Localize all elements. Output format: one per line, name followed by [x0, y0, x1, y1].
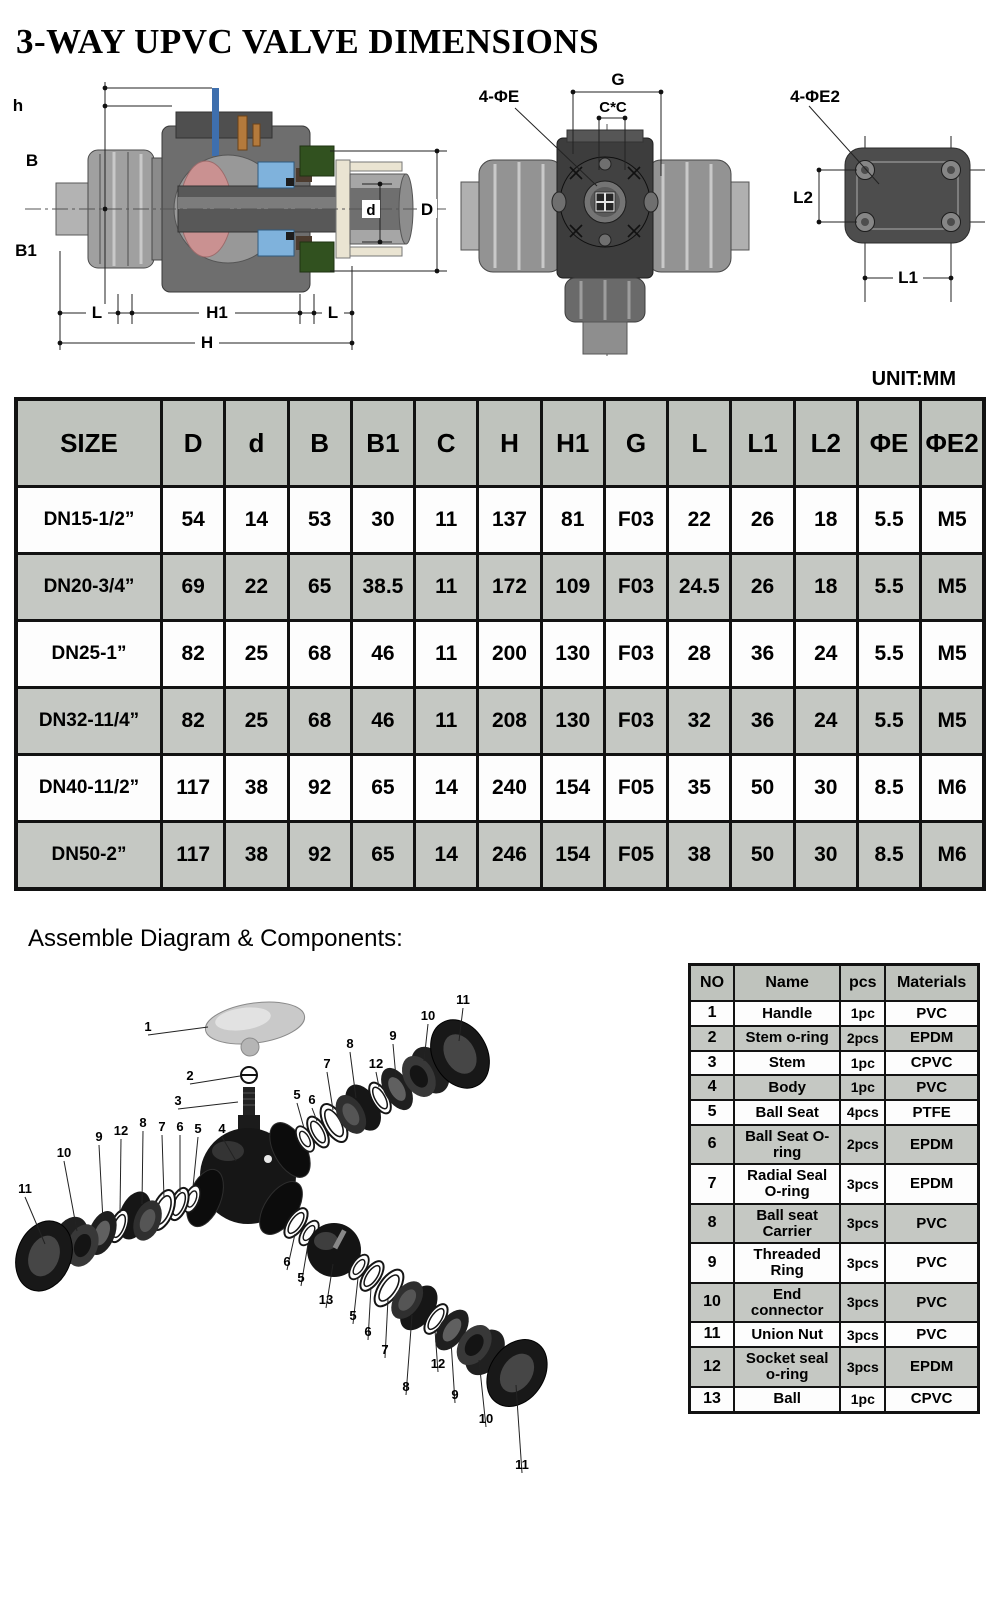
table-cell: 1pc: [840, 1075, 885, 1100]
table-cell: DN20-3/4”: [16, 554, 162, 621]
table-cell: 1: [690, 1001, 735, 1026]
callout-number: 8: [139, 1115, 147, 1130]
callout-number: 7: [323, 1056, 331, 1071]
table-cell: 46: [351, 621, 414, 688]
table-header-cell: Materials: [885, 965, 978, 1002]
table-cell: 53: [288, 487, 351, 554]
table-cell: 130: [541, 621, 604, 688]
callout-number: 6: [283, 1254, 291, 1269]
table-cell: 11: [415, 688, 478, 755]
callout-number: 6: [176, 1119, 184, 1134]
table-cell: 28: [668, 621, 731, 688]
table-cell: 137: [478, 487, 541, 554]
table-cell: Body: [734, 1075, 840, 1100]
table-header-cell: C: [415, 399, 478, 487]
callout-leader-line: [178, 1102, 238, 1109]
table-cell: PVC: [885, 1075, 978, 1100]
cutaway-side-view-drawing: [0, 66, 455, 364]
callout-number: 12: [113, 1123, 129, 1138]
table-cell: F03: [604, 554, 667, 621]
callout-number: 4: [218, 1121, 226, 1136]
table-cell: 14: [225, 487, 288, 554]
table-cell: PVC: [885, 1322, 978, 1347]
table-header-cell: ΦE2: [921, 399, 984, 487]
callout-number: 3: [174, 1093, 182, 1108]
table-header-cell: L1: [731, 399, 794, 487]
table-cell: 24: [794, 688, 857, 755]
table-cell: EPDM: [885, 1347, 978, 1387]
callout-number: 11: [18, 1181, 32, 1196]
table-row: [690, 1243, 979, 1283]
table-cell: 30: [794, 755, 857, 822]
table-cell: DN25-1”: [16, 621, 162, 688]
table-row: [690, 1125, 979, 1165]
table-cell: Handle: [734, 1001, 840, 1026]
table-cell: Radial Seal O-ring: [734, 1164, 840, 1204]
table-header-cell: G: [604, 399, 667, 487]
table-cell: Ball Seat: [734, 1100, 840, 1125]
table-row: [690, 1026, 979, 1051]
table-header-cell: pcs: [840, 965, 885, 1002]
table-row: [16, 755, 984, 822]
table-cell: 154: [541, 755, 604, 822]
table-cell: EPDM: [885, 1164, 978, 1204]
table-row: [690, 1001, 979, 1026]
assembly-section: [0, 961, 1000, 1511]
front-view-drawing: [455, 66, 757, 364]
mounting-pad-drawing: [757, 66, 999, 324]
table-header-cell: Name: [734, 965, 840, 1002]
table-header-cell: SIZE: [16, 399, 162, 487]
table-cell: 26: [731, 554, 794, 621]
dimension-table-header: [16, 399, 984, 487]
callout-number: 5: [349, 1308, 357, 1323]
table-header-cell: NO: [690, 965, 735, 1002]
callout-number: 9: [95, 1129, 103, 1144]
table-cell: PVC: [885, 1204, 978, 1244]
table-cell: DN50-2”: [16, 822, 162, 890]
table-row: [16, 621, 984, 688]
dim-label-h: h: [12, 96, 24, 115]
table-cell: 3pcs: [840, 1322, 885, 1347]
table-cell: CPVC: [885, 1387, 978, 1412]
table-cell: 65: [351, 822, 414, 890]
callout-leader-line: [120, 1139, 121, 1213]
table-header-cell: B: [288, 399, 351, 487]
table-cell: 2: [690, 1026, 735, 1051]
table-cell: 18: [794, 487, 857, 554]
table-cell: 12: [690, 1347, 735, 1387]
table-cell: 8: [690, 1204, 735, 1244]
table-row: [16, 399, 984, 487]
table-cell: 65: [288, 554, 351, 621]
table-cell: EPDM: [885, 1026, 978, 1051]
table-cell: 25: [225, 688, 288, 755]
callout-number: 7: [381, 1342, 389, 1357]
table-row: [16, 822, 984, 890]
table-cell: 3pcs: [840, 1243, 885, 1283]
table-cell: DN40-11/2”: [16, 755, 162, 822]
table-cell: 30: [351, 487, 414, 554]
table-cell: Union Nut: [734, 1322, 840, 1347]
table-cell: 1pc: [840, 1001, 885, 1026]
table-row: [690, 1322, 979, 1347]
table-cell: 200: [478, 621, 541, 688]
dim-label-B: B: [25, 151, 39, 170]
dim-label-L2: L2: [793, 188, 813, 207]
table-cell: Socket seal o-ring: [734, 1347, 840, 1387]
table-cell: M5: [921, 554, 984, 621]
table-cell: 92: [288, 822, 351, 890]
table-cell: Ball seat Carrier: [734, 1204, 840, 1244]
callout-number: 10: [478, 1411, 494, 1426]
callout-number: 9: [389, 1028, 397, 1043]
unit-note: UNIT:MM: [871, 368, 956, 390]
table-cell: 81: [541, 487, 604, 554]
handle-part: [203, 996, 308, 1056]
table-cell: F05: [604, 755, 667, 822]
dim-label-4-phiE: 4-ΦE: [478, 87, 520, 106]
callout-number: 10: [420, 1008, 436, 1023]
table-cell: 11: [415, 554, 478, 621]
table-header-cell: L: [668, 399, 731, 487]
table-cell: F03: [604, 688, 667, 755]
table-cell: 11: [690, 1322, 735, 1347]
table-cell: 26: [731, 487, 794, 554]
table-cell: 22: [668, 487, 731, 554]
technical-drawings: [0, 66, 1000, 364]
table-cell: 92: [288, 755, 351, 822]
table-cell: 4: [690, 1075, 735, 1100]
table-cell: CPVC: [885, 1051, 978, 1076]
table-cell: 68: [288, 621, 351, 688]
table-cell: PVC: [885, 1001, 978, 1026]
table-cell: 10: [690, 1283, 735, 1323]
table-cell: 14: [415, 755, 478, 822]
callout-number: 7: [158, 1119, 166, 1134]
table-cell: 3pcs: [840, 1347, 885, 1387]
table-row: [690, 1204, 979, 1244]
table-cell: 154: [541, 822, 604, 890]
dim-label-H: H: [200, 333, 214, 352]
dim-label-d: d: [366, 202, 376, 219]
table-cell: 65: [351, 755, 414, 822]
dim-label-H1: H1: [206, 303, 228, 322]
table-header-cell: d: [225, 399, 288, 487]
table-cell: 246: [478, 822, 541, 890]
table-cell: 18: [794, 554, 857, 621]
stem-part: [243, 1087, 255, 1117]
table-cell: 7: [690, 1164, 735, 1204]
table-cell: 38.5: [351, 554, 414, 621]
table-cell: 11: [415, 487, 478, 554]
table-cell: 11: [415, 621, 478, 688]
callout-number: 11: [456, 992, 470, 1007]
dim-label-CC: C*C: [599, 99, 627, 116]
dimension-table-body: [16, 487, 984, 890]
table-cell: 24.5: [668, 554, 731, 621]
callout-number: 13: [318, 1292, 334, 1307]
table-header-cell: H: [478, 399, 541, 487]
table-cell: 50: [731, 822, 794, 890]
table-cell: 22: [225, 554, 288, 621]
table-row: [690, 1164, 979, 1204]
components-table-header: [690, 965, 979, 1002]
callout-number: 6: [364, 1324, 372, 1339]
callout-number: 6: [308, 1092, 316, 1107]
callout-number: 5: [297, 1270, 305, 1285]
table-cell: 1pc: [840, 1387, 885, 1412]
table-row: [690, 1075, 979, 1100]
table-cell: 36: [731, 621, 794, 688]
table-row: [690, 1051, 979, 1076]
callout-number: 12: [430, 1356, 446, 1371]
dim-label-D: D: [420, 200, 434, 219]
table-cell: 35: [668, 755, 731, 822]
table-cell: M6: [921, 755, 984, 822]
table-cell: 2pcs: [840, 1125, 885, 1165]
table-cell: 9: [690, 1243, 735, 1283]
table-cell: 5.5: [857, 621, 920, 688]
dim-label-B1: B1: [15, 241, 37, 260]
table-header-cell: L2: [794, 399, 857, 487]
stem-oring-part: [241, 1067, 257, 1083]
table-cell: 1pc: [840, 1051, 885, 1076]
table-cell: 6: [690, 1125, 735, 1165]
table-cell: 117: [162, 755, 225, 822]
table-cell: 38: [225, 755, 288, 822]
table-row: [690, 1387, 979, 1412]
table-header-cell: B1: [351, 399, 414, 487]
dim-label-L-left: L: [91, 303, 103, 322]
table-cell: 5: [690, 1100, 735, 1125]
table-cell: Stem: [734, 1051, 840, 1076]
components-table: [688, 963, 980, 1414]
table-cell: PTFE: [885, 1100, 978, 1125]
callout-number: 8: [346, 1036, 354, 1051]
table-row: [690, 1283, 979, 1323]
table-cell: 3pcs: [840, 1204, 885, 1244]
table-cell: 68: [288, 688, 351, 755]
union-nut-section: [300, 146, 334, 176]
dim-label-L1: L1: [898, 268, 918, 287]
table-row: [690, 965, 979, 1002]
table-cell: M5: [921, 487, 984, 554]
table-cell: 36: [731, 688, 794, 755]
table-row: [690, 1347, 979, 1387]
table-row: [16, 554, 984, 621]
callout-number: 9: [451, 1387, 459, 1402]
table-cell: 3pcs: [840, 1164, 885, 1204]
table-cell: DN32-11/4”: [16, 688, 162, 755]
table-cell: 117: [162, 822, 225, 890]
dim-label-G: G: [611, 70, 625, 89]
table-cell: 5.5: [857, 554, 920, 621]
table-cell: End connector: [734, 1283, 840, 1323]
table-cell: 13: [690, 1387, 735, 1412]
callout-number: 10: [56, 1145, 72, 1160]
table-cell: 82: [162, 688, 225, 755]
components-table-body: [690, 1001, 979, 1412]
table-cell: F03: [604, 621, 667, 688]
table-row: [16, 688, 984, 755]
table-header-cell: D: [162, 399, 225, 487]
table-cell: 30: [794, 822, 857, 890]
table-cell: 109: [541, 554, 604, 621]
callout-leader-line: [297, 1103, 304, 1128]
table-cell: Ball Seat O-ring: [734, 1125, 840, 1165]
dim-label-4-phiE2: 4-ΦE2: [790, 87, 840, 106]
callout-leader-line: [148, 1027, 208, 1035]
table-cell: 5.5: [857, 688, 920, 755]
table-cell: F03: [604, 487, 667, 554]
table-cell: 14: [415, 822, 478, 890]
table-row: [690, 1100, 979, 1125]
page-title: 3-WAY UPVC VALVE DIMENSIONS: [16, 22, 600, 61]
table-cell: Ball: [734, 1387, 840, 1412]
table-cell: M5: [921, 688, 984, 755]
table-header-cell: ΦE: [857, 399, 920, 487]
table-cell: M5: [921, 621, 984, 688]
table-cell: Stem o-ring: [734, 1026, 840, 1051]
table-cell: 8.5: [857, 822, 920, 890]
callout-number: 5: [293, 1087, 301, 1102]
table-cell: 50: [731, 755, 794, 822]
table-cell: DN15-1/2”: [16, 487, 162, 554]
table-cell: 38: [668, 822, 731, 890]
table-cell: 4pcs: [840, 1100, 885, 1125]
callout-number: 11: [515, 1457, 529, 1472]
table-cell: PVC: [885, 1283, 978, 1323]
table-cell: 3: [690, 1051, 735, 1076]
callout-leader-line: [162, 1135, 164, 1198]
table-cell: 208: [478, 688, 541, 755]
table-cell: 32: [668, 688, 731, 755]
table-cell: PVC: [885, 1243, 978, 1283]
table-cell: EPDM: [885, 1125, 978, 1165]
table-cell: 69: [162, 554, 225, 621]
table-header-cell: H1: [541, 399, 604, 487]
callout-leader-line: [190, 1076, 240, 1084]
callout-number: 1: [144, 1019, 152, 1034]
callout-leader-line: [99, 1145, 103, 1221]
callout-number: 12: [368, 1056, 384, 1071]
table-cell: 38: [225, 822, 288, 890]
callout-number: 2: [186, 1068, 194, 1083]
table-cell: 2pcs: [840, 1026, 885, 1051]
exploded-assembly-diagram: [0, 961, 680, 1506]
table-cell: M6: [921, 822, 984, 890]
callout-number: 5: [194, 1121, 202, 1136]
table-cell: 8.5: [857, 755, 920, 822]
dimension-table: [14, 397, 986, 891]
table-cell: F05: [604, 822, 667, 890]
table-cell: 46: [351, 688, 414, 755]
callout-number: 8: [402, 1379, 410, 1394]
table-cell: Threaded Ring: [734, 1243, 840, 1283]
table-cell: 5.5: [857, 487, 920, 554]
assembly-heading: Assemble Diagram & Components:: [28, 925, 403, 952]
table-cell: 172: [478, 554, 541, 621]
table-cell: 3pcs: [840, 1283, 885, 1323]
table-row: [16, 487, 984, 554]
table-cell: 82: [162, 621, 225, 688]
table-cell: 54: [162, 487, 225, 554]
table-cell: 24: [794, 621, 857, 688]
table-cell: 240: [478, 755, 541, 822]
table-cell: 130: [541, 688, 604, 755]
stem-section: [212, 88, 219, 156]
table-cell: 25: [225, 621, 288, 688]
dim-label-L-right: L: [327, 303, 339, 322]
